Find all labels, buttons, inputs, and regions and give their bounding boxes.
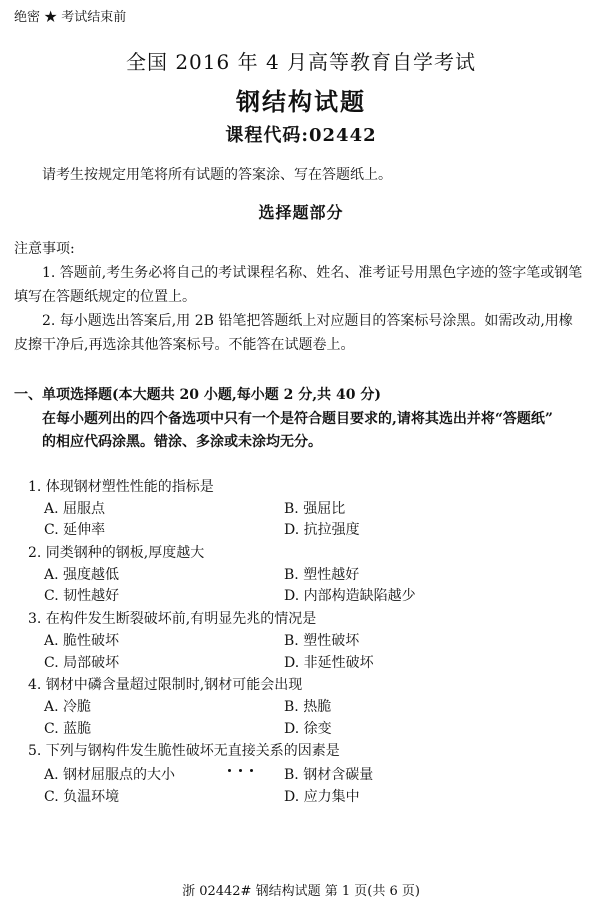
question-5-option-d: D. 应力集中 <box>284 789 360 805</box>
question-2-stem: 2. 同类钢种的钢板,厚度越大 <box>28 545 205 561</box>
notes-item1-line1: 1. 答题前,考生务必将自己的考试课程名称、姓名、准考证号用黑色字迹的签字笔或钢笔 <box>42 265 583 281</box>
question-4-option-b: B. 热脆 <box>284 699 332 715</box>
question-3-option-c: C. 局部破坏 <box>44 655 120 671</box>
question-5-option-b: B. 钢材含碳量 <box>284 767 374 783</box>
question-3-option-b: B. 塑性破坏 <box>284 633 360 649</box>
instruction-text: 请考生按规定用笔将所有试题的答案涂、写在答题纸上。 <box>42 167 392 183</box>
notes-item2-line2: 皮擦干净后,再选涂其他答案标号。不能答在试题卷上。 <box>14 337 355 353</box>
subject-title: 钢结构试题 <box>236 87 366 116</box>
question-4-stem: 4. 钢材中磷含量超过限制时,钢材可能会出现 <box>28 677 303 693</box>
question-4-option-c: C. 蓝脆 <box>44 721 92 737</box>
page-footer: 浙 02442# 钢结构试题 第 1 页(共 6 页) <box>182 884 420 899</box>
question-1-option-c: C. 延伸率 <box>44 522 106 538</box>
question-5-option-c: C. 负温环境 <box>44 789 120 805</box>
question-2-option-b: B. 塑性越好 <box>284 567 360 583</box>
section1-heading: 一、单项选择题(本大题共 20 小题,每小题 2 分,共 40 分) <box>14 387 381 403</box>
question-3-stem: 3. 在构件发生断裂破坏前,有明显先兆的情况是 <box>28 611 317 627</box>
question-2-option-a: A. 强度越低 <box>44 567 120 583</box>
question-4-option-d: D. 徐变 <box>284 721 332 737</box>
notes-item1-line2: 填写在答题纸规定的位置上。 <box>14 289 196 305</box>
secret-mark: 绝密 ★ 考试结束前 <box>14 10 127 25</box>
question-1-stem: 1. 体现钢材塑性性能的指标是 <box>28 479 214 495</box>
section1-desc-line2: 的相应代码涂黑。错涂、多涂或未涂均无分。 <box>42 434 322 450</box>
question-3-option-a: A. 脆性破坏 <box>44 633 120 649</box>
notes-item2-line1: 2. 每小题选出答案后,用 2B 铅笔把答题纸上对应题目的答案标号涂黑。如需改动,用橡 <box>42 313 573 329</box>
emphasis-dots <box>228 757 261 776</box>
question-5-stem: 5. 下列与钢构件发生脆性破坏无直接关系的因素是 <box>28 743 340 759</box>
question-4-option-a: A. 冷脆 <box>44 699 92 715</box>
question-1-option-a: A. 屈服点 <box>44 501 106 517</box>
question-5-option-a: A. 钢材屈服点的大小 <box>44 767 176 783</box>
question-1-option-b: B. 强屈比 <box>284 501 346 517</box>
course-code: 课程代码:02442 <box>225 125 377 146</box>
part-title: 选择题部分 <box>258 203 344 222</box>
notes-heading: 注意事项: <box>14 241 75 257</box>
question-3-option-d: D. 非延性破坏 <box>284 655 374 671</box>
question-2-option-d: D. 内部构造缺陷越少 <box>284 588 416 604</box>
question-1-option-d: D. 抗拉强度 <box>284 522 360 538</box>
question-2-option-c: C. 韧性越好 <box>44 588 120 604</box>
exam-title: 全国 2016 年 4 月高等教育自学考试 <box>125 50 477 74</box>
section1-desc-line1: 在每小题列出的四个备选项中只有一个是符合题目要求的,请将其选出并将“答题纸” <box>42 411 553 427</box>
